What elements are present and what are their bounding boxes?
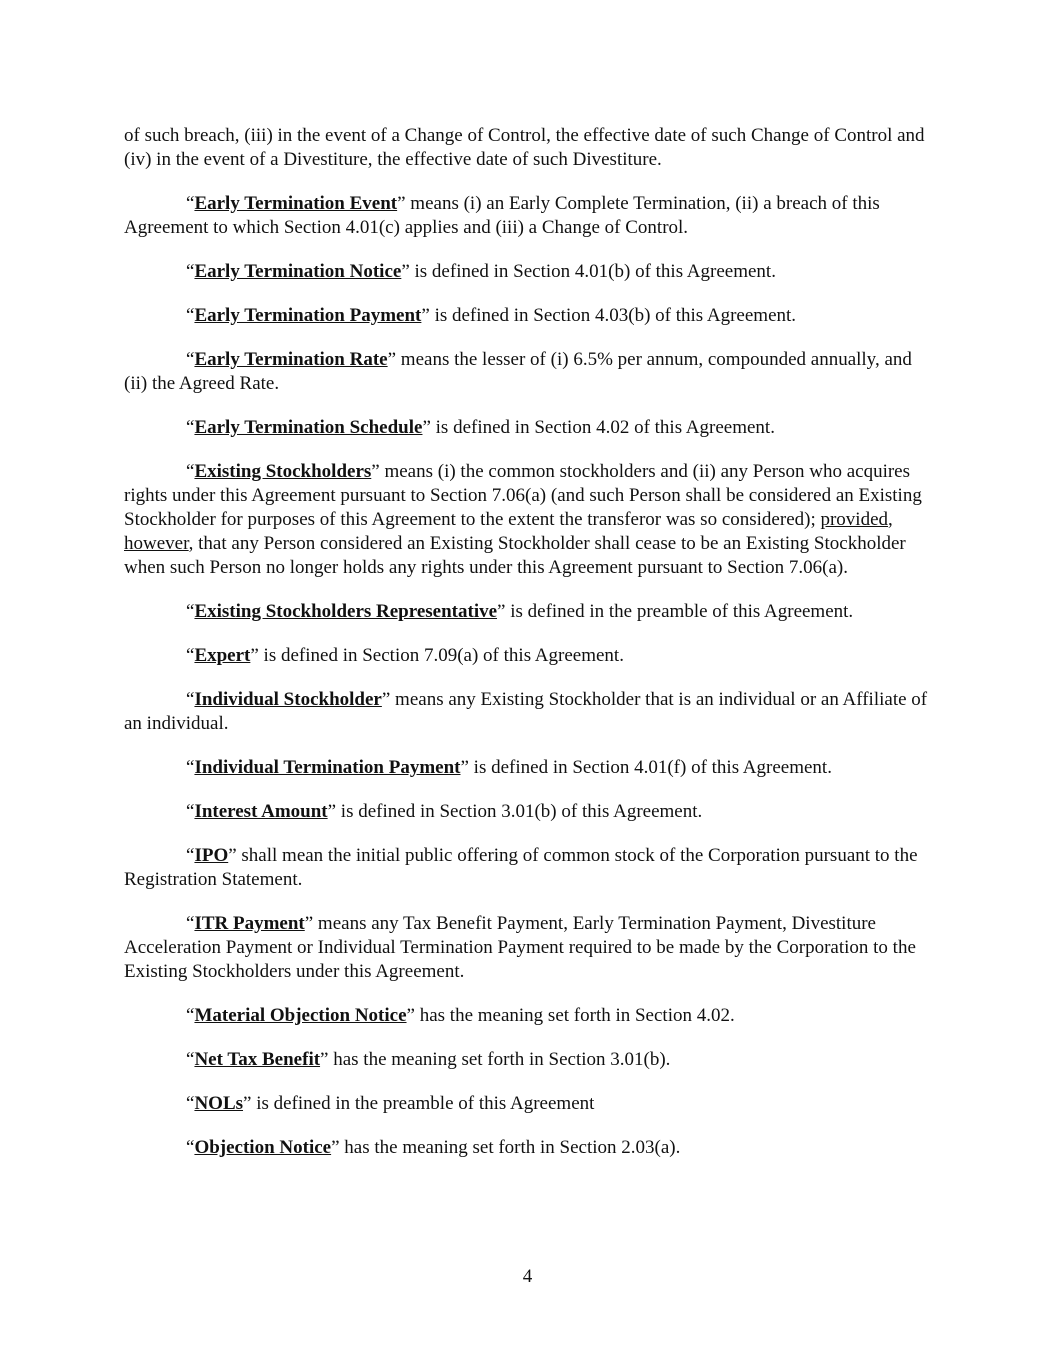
definition-interest-amount: “Interest Amount” is defined in Section 3.01(b) of this Agreement. — [186, 801, 703, 822]
definition-early-termination-rate: “Early Termination Rate” means the lesser of (i) 6.5% per annum, compounded annually, and (ii) the Agreed Rate. — [124, 349, 912, 394]
continuation-paragraph: of such breach, (iii) in the event of a Change of Control, the effective date of such Change of Control and (iv) in the event of a Divestiture, the effective date of such Divestiture. — [124, 125, 925, 170]
definition-ipo: “IPO” shall mean the initial public offering of common stock of the Corporation pursuant to the Registration Statement. — [124, 845, 918, 890]
definition-early-termination-notice: “Early Termination Notice” is defined in Section 4.01(b) of this Agreement. — [186, 261, 776, 282]
definition-material-objection-notice: “Material Objection Notice” has the meaning set forth in Section 4.02. — [186, 1005, 735, 1026]
definition-early-termination-payment: “Early Termination Payment” is defined in Section 4.03(b) of this Agreement. — [186, 305, 797, 326]
definition-text: ” has the meaning set forth in Section 2.03(a). — [331, 1137, 681, 1158]
proviso-however: however — [124, 533, 189, 554]
definition-early-termination-event: “Early Termination Event” means (i) an Early Complete Termination, (ii) a breach of this Agreement to which Section 4.01(c) applies and (iii) a Change of Control. — [124, 193, 880, 238]
definition-text: ” has the meaning set forth in Section 3.01(b). — [320, 1049, 671, 1070]
definition-individual-stockholder: “Individual Stockholder” means any Existing Stockholder that is an individual or an Affiliate of an individual. — [124, 689, 928, 734]
definition-individual-termination-payment: “Individual Termination Payment” is defined in Section 4.01(f) of this Agreement. — [186, 757, 832, 778]
definition-text: ” is defined in Section 3.01(b) of this Agreement. — [327, 801, 703, 822]
definition-text: ” has the meaning set forth in Section 4.02. — [406, 1005, 735, 1026]
definition-text: ” means (i) the common stockholders and (ii) any Person who acquires rights under this Agreement pursuant to Section 7.06(a) (and such Person shall be considered an Existing Stockholder for purposes of this Agreement to the extent the transferor was so considered); — [124, 461, 922, 530]
proviso-comma: , — [888, 509, 893, 530]
defined-term: Individual Stockholder — [194, 689, 382, 710]
definition-nols: “NOLs” is defined in the preamble of this Agreement — [186, 1093, 595, 1114]
defined-term: IPO — [194, 845, 229, 866]
definition-text: ” is defined in the preamble of this Agreement — [243, 1093, 595, 1114]
defined-term: Objection Notice — [194, 1137, 332, 1158]
definition-text: ” is defined in Section 4.02 of this Agreement. — [422, 417, 775, 438]
defined-term: Existing Stockholders — [194, 461, 372, 482]
proviso-provided: provided — [820, 509, 889, 530]
defined-term: Existing Stockholders Representative — [194, 601, 498, 622]
defined-term: Individual Termination Payment — [194, 757, 461, 778]
page-number: 4 — [522, 1266, 533, 1287]
defined-term: Interest Amount — [194, 801, 328, 822]
definition-itr-payment: “ITR Payment” means any Tax Benefit Payment, Early Termination Payment, Divestiture Acceleration Payment or Individual Termination Payment required to be made by the Corporation to the Existing Stockholders under this Agreement. — [124, 913, 916, 982]
defined-term: Net Tax Benefit — [194, 1049, 321, 1070]
definition-existing-stockholders: “Existing Stockholders” means (i) the common stockholders and (ii) any Person who acquires rights under this Agreement pursuant to Section 7.06(a) (and such Person shall be considered an Existing Stockholder for purposes of this Agreement to the extent the transferor was so considered); provided, however, that any Person considered an Existing Stockholder shall cease to be an Existing Stockholder when such Person no longer holds any rights under this Agreement pursuant to Section 7.06(a). — [124, 461, 922, 578]
definition-text: ” is defined in the preamble of this Agreement. — [497, 601, 854, 622]
defined-term: NOLs — [194, 1093, 244, 1114]
defined-term: ITR Payment — [194, 913, 305, 934]
defined-term: Material Objection Notice — [194, 1005, 407, 1026]
definition-text: ” means any Tax Benefit Payment, Early Termination Payment, Divestiture Acceleration Payment or Individual Termination Payment required to be made by the Corporation to the Existing Stockholders under this Agreement. — [124, 913, 916, 982]
definition-early-termination-schedule: “Early Termination Schedule” is defined in Section 4.02 of this Agreement. — [186, 417, 775, 438]
defined-term: Early Termination Schedule — [194, 417, 423, 438]
definition-text-continued: , that any Person considered an Existing Stockholder shall cease to be an Existing Stockholder when such Person no longer holds any rights under this Agreement pursuant to Section 7.06(a). — [124, 533, 906, 578]
defined-term: Early Termination Notice — [194, 261, 402, 282]
definition-text: ” means the lesser of (i) 6.5% per annum, compounded annually, and (ii) the Agreed Rate. — [124, 349, 912, 394]
defined-term: Early Termination Payment — [194, 305, 422, 326]
definition-existing-stockholders-representative: “Existing Stockholders Representative” is defined in the preamble of this Agreement. — [186, 601, 854, 622]
definition-expert: “Expert” is defined in Section 7.09(a) of this Agreement. — [186, 645, 624, 666]
definition-text: ” is defined in Section 4.01(f) of this Agreement. — [460, 757, 832, 778]
definition-objection-notice: “Objection Notice” has the meaning set forth in Section 2.03(a). — [186, 1137, 681, 1158]
defined-term: Early Termination Rate — [194, 349, 388, 370]
definition-text: ” means (i) an Early Complete Termination, (ii) a breach of this Agreement to which Section 4.01(c) applies and (iii) a Change of Control. — [124, 193, 880, 238]
definition-text: ” is defined in Section 7.09(a) of this Agreement. — [250, 645, 624, 666]
document-page — [124, 124, 932, 1180]
defined-term: Early Termination Event — [194, 193, 398, 214]
definition-text: ” shall mean the initial public offering of common stock of the Corporation pursuant to the Registration Statement. — [124, 845, 918, 890]
definition-text: ” is defined in Section 4.03(b) of this Agreement. — [421, 305, 797, 326]
defined-term: Expert — [194, 645, 251, 666]
definition-text: ” means any Existing Stockholder that is an individual or an Affiliate of an individual. — [124, 689, 928, 734]
definition-net-tax-benefit: “Net Tax Benefit” has the meaning set forth in Section 3.01(b). — [186, 1049, 671, 1070]
definition-text: ” is defined in Section 4.01(b) of this Agreement. — [401, 261, 776, 282]
